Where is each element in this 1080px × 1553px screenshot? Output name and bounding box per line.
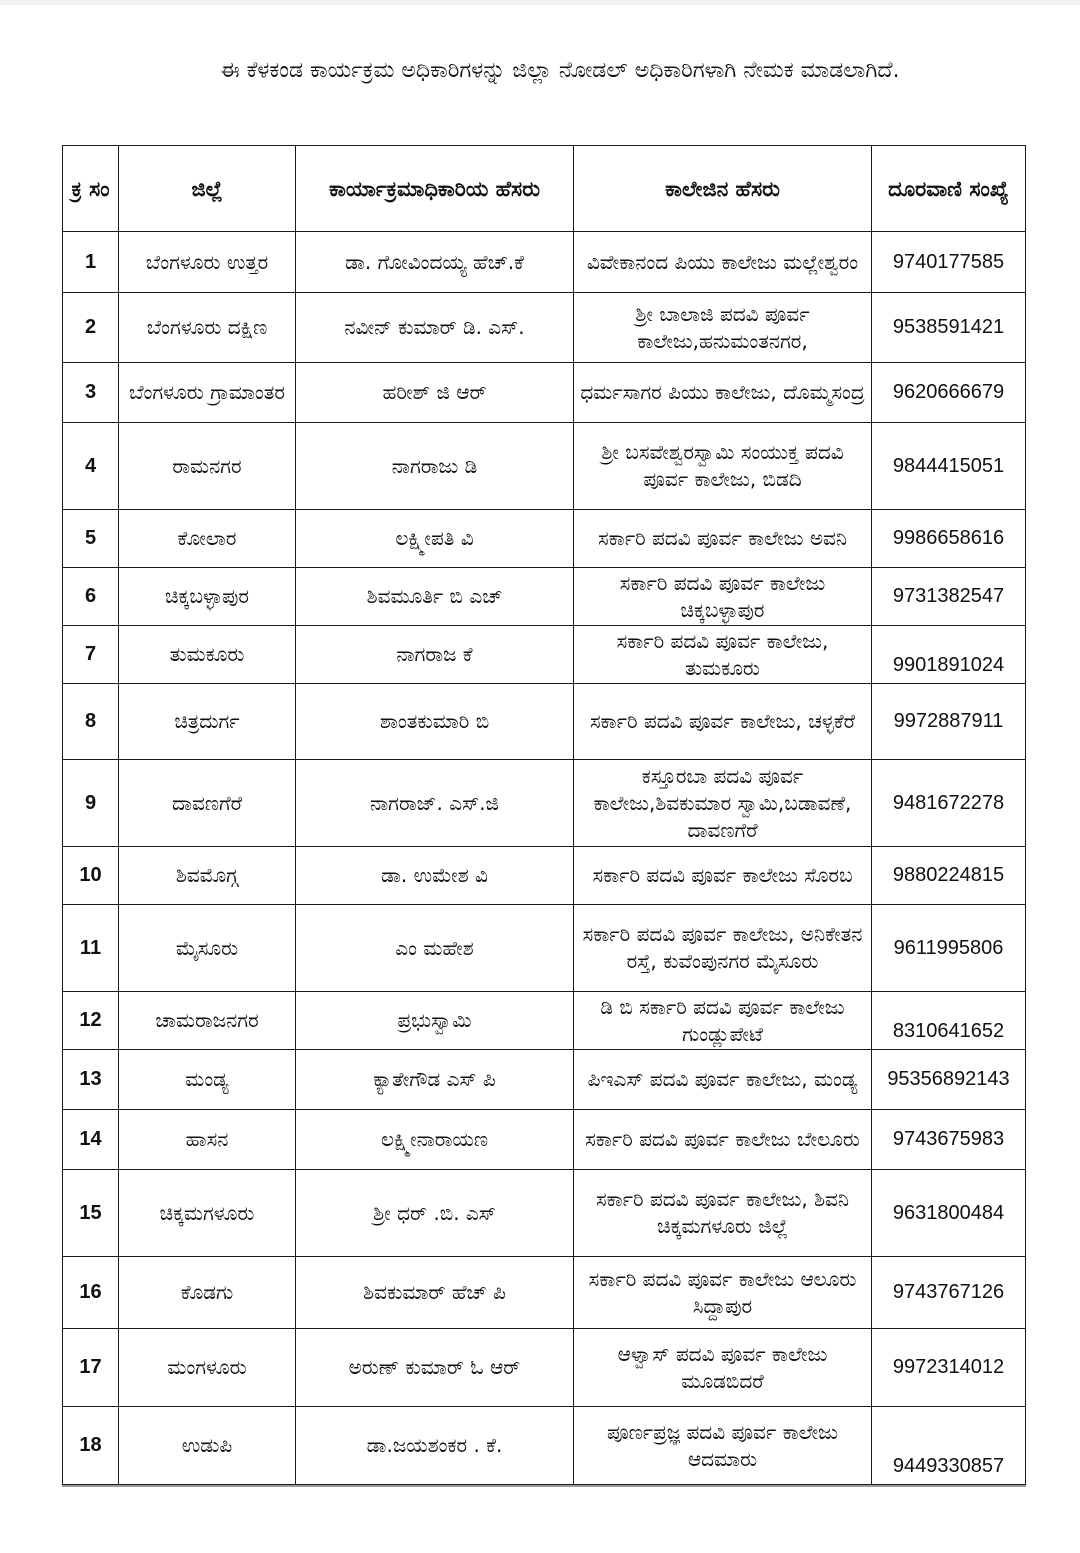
serial-no-cell: 5 [63,510,119,568]
header-college-name: ಕಾಲೇಜಿನ ಹೆಸರು [574,146,872,232]
officer-name-cell: ಡಾ. ಉಮೇಶ ವಿ [296,847,574,905]
serial-no-cell: 17 [63,1329,119,1407]
officer-name-cell: ಡಾ.ಜಯಶಂಕರ . ಕೆ. [296,1407,574,1485]
officer-name-cell: ಅರುಣ್ ಕುಮಾರ್ ಓ ಆರ್ [296,1329,574,1407]
district-cell: ಬೆಂಗಳೂರು ಉತ್ತರ [119,232,296,293]
table-row [63,1257,1026,1329]
table-row [63,232,1026,293]
serial-no-cell: 12 [63,992,119,1050]
intro-text: ಈ ಕೆಳಕಂಡ ಕಾರ್ಯಕ್ರಮ ಅಧಿಕಾರಿಗಳನ್ನು ಜಿಲ್ಲಾ ನೋಡಲ್ ಅಧಿಕಾರಿಗಳಾಗಿ ನೇಮಕ ಮಾಡಲಾಗಿದೆ. [220,58,900,83]
phone-number-cell: 9449330857 [872,1407,1026,1485]
district-cell: ಬೆಂಗಳೂರು ದಕ್ಷಿಣ [119,293,296,363]
officer-name-cell: ಶಿವಮೂರ್ತಿ ಬಿ ಎಚ್ [296,568,574,626]
table-row [63,568,1026,626]
officer-name-cell: ನಾಗರಾಜ ಕೆ [296,626,574,684]
college-name-cell: ಶ್ರೀ ಬಾಲಾಜಿ ಪದವಿ ಪೂರ್ವ ಕಾಲೇಜು,ಹನುಮಂತನಗರ, [574,293,872,363]
phone-number-cell: 9972887911 [872,684,1026,760]
phone-number-cell: 9986658616 [872,510,1026,568]
district-cell: ಶಿವಮೊಗ್ಗ [119,847,296,905]
officer-name-cell: ಶಾಂತಕುಮಾರಿ ಬಿ [296,684,574,760]
phone-number-cell: 9844415051 [872,423,1026,510]
district-cell: ರಾಮನಗರ [119,423,296,510]
phone-number-cell: 9611995806 [872,905,1026,992]
phone-number-cell: 9620666679 [872,363,1026,423]
officer-name-cell: ನಾಗರಾಜು ಡಿ [296,423,574,510]
district-cell: ಚಿತ್ರದುರ್ಗ [119,684,296,760]
serial-no-cell: 18 [63,1407,119,1485]
serial-no-cell: 2 [63,293,119,363]
phone-number-cell: 9740177585 [872,232,1026,293]
college-name-cell: ಆಳ್ವಾಸ್ ಪದವಿ ಪೂರ್ವ ಕಾಲೇಜು ಮೂಡಬಿದರೆ [574,1329,872,1407]
top-strip [0,0,1080,5]
district-cell: ಮಂಗಳೂರು [119,1329,296,1407]
officer-name-cell: ಎಂ ಮಹೇಶ [296,905,574,992]
college-name-cell: ಸರ್ಕಾರಿ ಪದವಿ ಪೂರ್ವ ಕಾಲೇಜು ಆಲೂರು ಸಿದ್ದಾಪುರ [574,1257,872,1329]
officer-name-cell: ಡಾ. ಗೋವಿಂದಯ್ಯ ಹೆಚ್.ಕೆ [296,232,574,293]
officer-name-cell: ಶ್ರೀ ಧರ್ .ಬಿ. ಎಸ್ [296,1170,574,1257]
district-cell: ಮೈಸೂರು [119,905,296,992]
district-cell: ಕೋಲಾರ [119,510,296,568]
district-cell: ಚಾಮರಾಜನಗರ [119,992,296,1050]
officer-name-cell: ಹರೀಶ್ ಜಿ ಆರ್ [296,363,574,423]
table-row [63,760,1026,847]
phone-number-cell: 95356892143 [872,1050,1026,1110]
phone-number-cell: 9743675983 [872,1110,1026,1170]
table-row [63,1110,1026,1170]
college-name-cell: ಸರ್ಕಾರಿ ಪದವಿ ಪೂರ್ವ ಕಾಲೇಜು, ಅನಿಕೇತನ ರಸ್ತೆ, ಕುವೆಂಪುನಗರ ಮೈಸೂರು [574,905,872,992]
serial-no-cell: 16 [63,1257,119,1329]
college-name-cell: ಪೂರ್ಣಪ್ರಜ್ಞ ಪದವಿ ಪೂರ್ವ ಕಾಲೇಜು ಆದಮಾರು [574,1407,872,1485]
college-name-cell: ಪಿಇಎಸ್ ಪದವಿ ಪೂರ್ವ ಕಾಲೇಜು, ಮಂಡ್ಯ [574,1050,872,1110]
nodal-officers-table [62,145,1026,1485]
table-row [63,1407,1026,1485]
serial-no-cell: 3 [63,363,119,423]
college-name-cell: ಸರ್ಕಾರಿ ಪದವಿ ಪೂರ್ವ ಕಾಲೇಜು ಬೇಲೂರು [574,1110,872,1170]
serial-no-cell: 8 [63,684,119,760]
header-phone-number: ದೂರವಾಣಿ ಸಂಖ್ಯೆ [872,146,1026,232]
table-row [63,684,1026,760]
college-name-cell: ಸರ್ಕಾರಿ ಪದವಿ ಪೂರ್ವ ಕಾಲೇಜು ಸೊರಬ [574,847,872,905]
officer-name-cell: ನವೀನ್ ಕುಮಾರ್ ಡಿ. ಎಸ್. [296,293,574,363]
district-cell: ಹಾಸನ [119,1110,296,1170]
phone-number-cell: 9901891024 [872,626,1026,684]
officer-name-cell: ಲಕ್ಷ್ಮೀಪತಿ ವಿ [296,510,574,568]
college-name-cell: ಕಸ್ತೂರಬಾ ಪದವಿ ಪೂರ್ವ ಕಾಲೇಜು,ಶಿವಕುಮಾರ ಸ್ವಾಮಿ,ಬಡಾವಣೆ, ದಾವಣಗೆರೆ [574,760,872,847]
college-name-cell: ವಿವೇಕಾನಂದ ಪಿಯು ಕಾಲೇಜು ಮಲ್ಲೇಶ್ವರಂ [574,232,872,293]
serial-no-cell: 1 [63,232,119,293]
college-name-cell: ಧರ್ಮಸಾಗರ ಪಿಯು ಕಾಲೇಜು, ದೊಮ್ಮಸಂದ್ರ [574,363,872,423]
header-district: ಜಿಲ್ಲೆ [119,146,296,232]
serial-no-cell: 4 [63,423,119,510]
table-row [63,1050,1026,1110]
table-row [63,1329,1026,1407]
phone-number-cell: 9631800484 [872,1170,1026,1257]
table-row [63,363,1026,423]
serial-no-cell: 11 [63,905,119,992]
serial-no-cell: 15 [63,1170,119,1257]
phone-number-cell: 9743767126 [872,1257,1026,1329]
table-row [63,992,1026,1050]
officer-name-cell: ಪ್ರಭುಸ್ವಾಮಿ [296,992,574,1050]
phone-number-cell: 9880224815 [872,847,1026,905]
phone-number-cell: 8310641652 [872,992,1026,1050]
header-officer-name: ಕಾರ್ಯಾಕ್ರಮಾಧಿಕಾರಿಯ ಹೆಸರು [296,146,574,232]
table-row [63,847,1026,905]
college-name-cell: ಶ್ರೀ ಬಸವೇಶ್ವರಸ್ವಾಮಿ ಸಂಯುಕ್ತ ಪದವಿ ಪೂರ್ವ ಕಾಲೇಜು, ಬಿಡದಿ [574,423,872,510]
officer-name-cell: ಲಕ್ಷ್ಮೀನಾರಾಯಣ [296,1110,574,1170]
table-header-row [63,146,1026,232]
officer-name-cell: ನಾಗರಾಜ್. ಎಸ್.ಜಿ [296,760,574,847]
college-name-cell: ಸರ್ಕಾರಿ ಪದವಿ ಪೂರ್ವ ಕಾಲೇಜು, ಶಿವನಿ ಚಿಕ್ಕಮಗಳೂರು ಜಿಲ್ಲೆ [574,1170,872,1257]
serial-no-cell: 13 [63,1050,119,1110]
serial-no-cell: 10 [63,847,119,905]
phone-number-cell: 9972314012 [872,1329,1026,1407]
serial-no-cell: 14 [63,1110,119,1170]
district-cell: ದಾವಣಗೆರೆ [119,760,296,847]
phone-number-cell: 9731382547 [872,568,1026,626]
table-body [63,232,1026,1485]
college-name-cell: ಸರ್ಕಾರಿ ಪದವಿ ಪೂರ್ವ ಕಾಲೇಜು ಅವನಿ [574,510,872,568]
district-cell: ಮಂಡ್ಯ [119,1050,296,1110]
district-cell: ಚಿಕ್ಕಮಗಳೂರು [119,1170,296,1257]
phone-number-cell: 9481672278 [872,760,1026,847]
serial-no-cell: 9 [63,760,119,847]
phone-number-cell: 9538591421 [872,293,1026,363]
officer-name-cell: ಶಿವಕುಮಾರ್ ಹೆಚ್ ಪಿ [296,1257,574,1329]
table-row [63,510,1026,568]
college-name-cell: ಸರ್ಕಾರಿ ಪದವಿ ಪೂರ್ವ ಕಾಲೇಜು, ತುಮಕೂರು [574,626,872,684]
serial-no-cell: 6 [63,568,119,626]
header-serial-no: ಕ್ರ ಸಂ [63,146,119,232]
district-cell: ಉಡುಪಿ [119,1407,296,1485]
district-cell: ತುಮಕೂರು [119,626,296,684]
college-name-cell: ಸರ್ಕಾರಿ ಪದವಿ ಪೂರ್ವ ಕಾಲೇಜು ಚಿಕ್ಕಬಳ್ಳಾಪುರ [574,568,872,626]
table-row [63,905,1026,992]
district-cell: ಚಿಕ್ಕಬಳ್ಳಾಪುರ [119,568,296,626]
district-cell: ಕೊಡಗು [119,1257,296,1329]
table-row [63,626,1026,684]
serial-no-cell: 7 [63,626,119,684]
district-cell: ಬೆಂಗಳೂರು ಗ್ರಾಮಾಂತರ [119,363,296,423]
table-row [63,1170,1026,1257]
college-name-cell: ಡಿ ಬಿ ಸರ್ಕಾರಿ ಪದವಿ ಪೂರ್ವ ಕಾಲೇಜು ಗುಂಡ್ಲುಪೇಟೆ [574,992,872,1050]
officer-name-cell: ಕ್ಯಾತೇಗೌಡ ಎಸ್ ಪಿ [296,1050,574,1110]
table-row [63,423,1026,510]
table-row [63,293,1026,363]
college-name-cell: ಸರ್ಕಾರಿ ಪದವಿ ಪೂರ್ವ ಕಾಲೇಜು, ಚಳ್ಳಕೆರೆ [574,684,872,760]
